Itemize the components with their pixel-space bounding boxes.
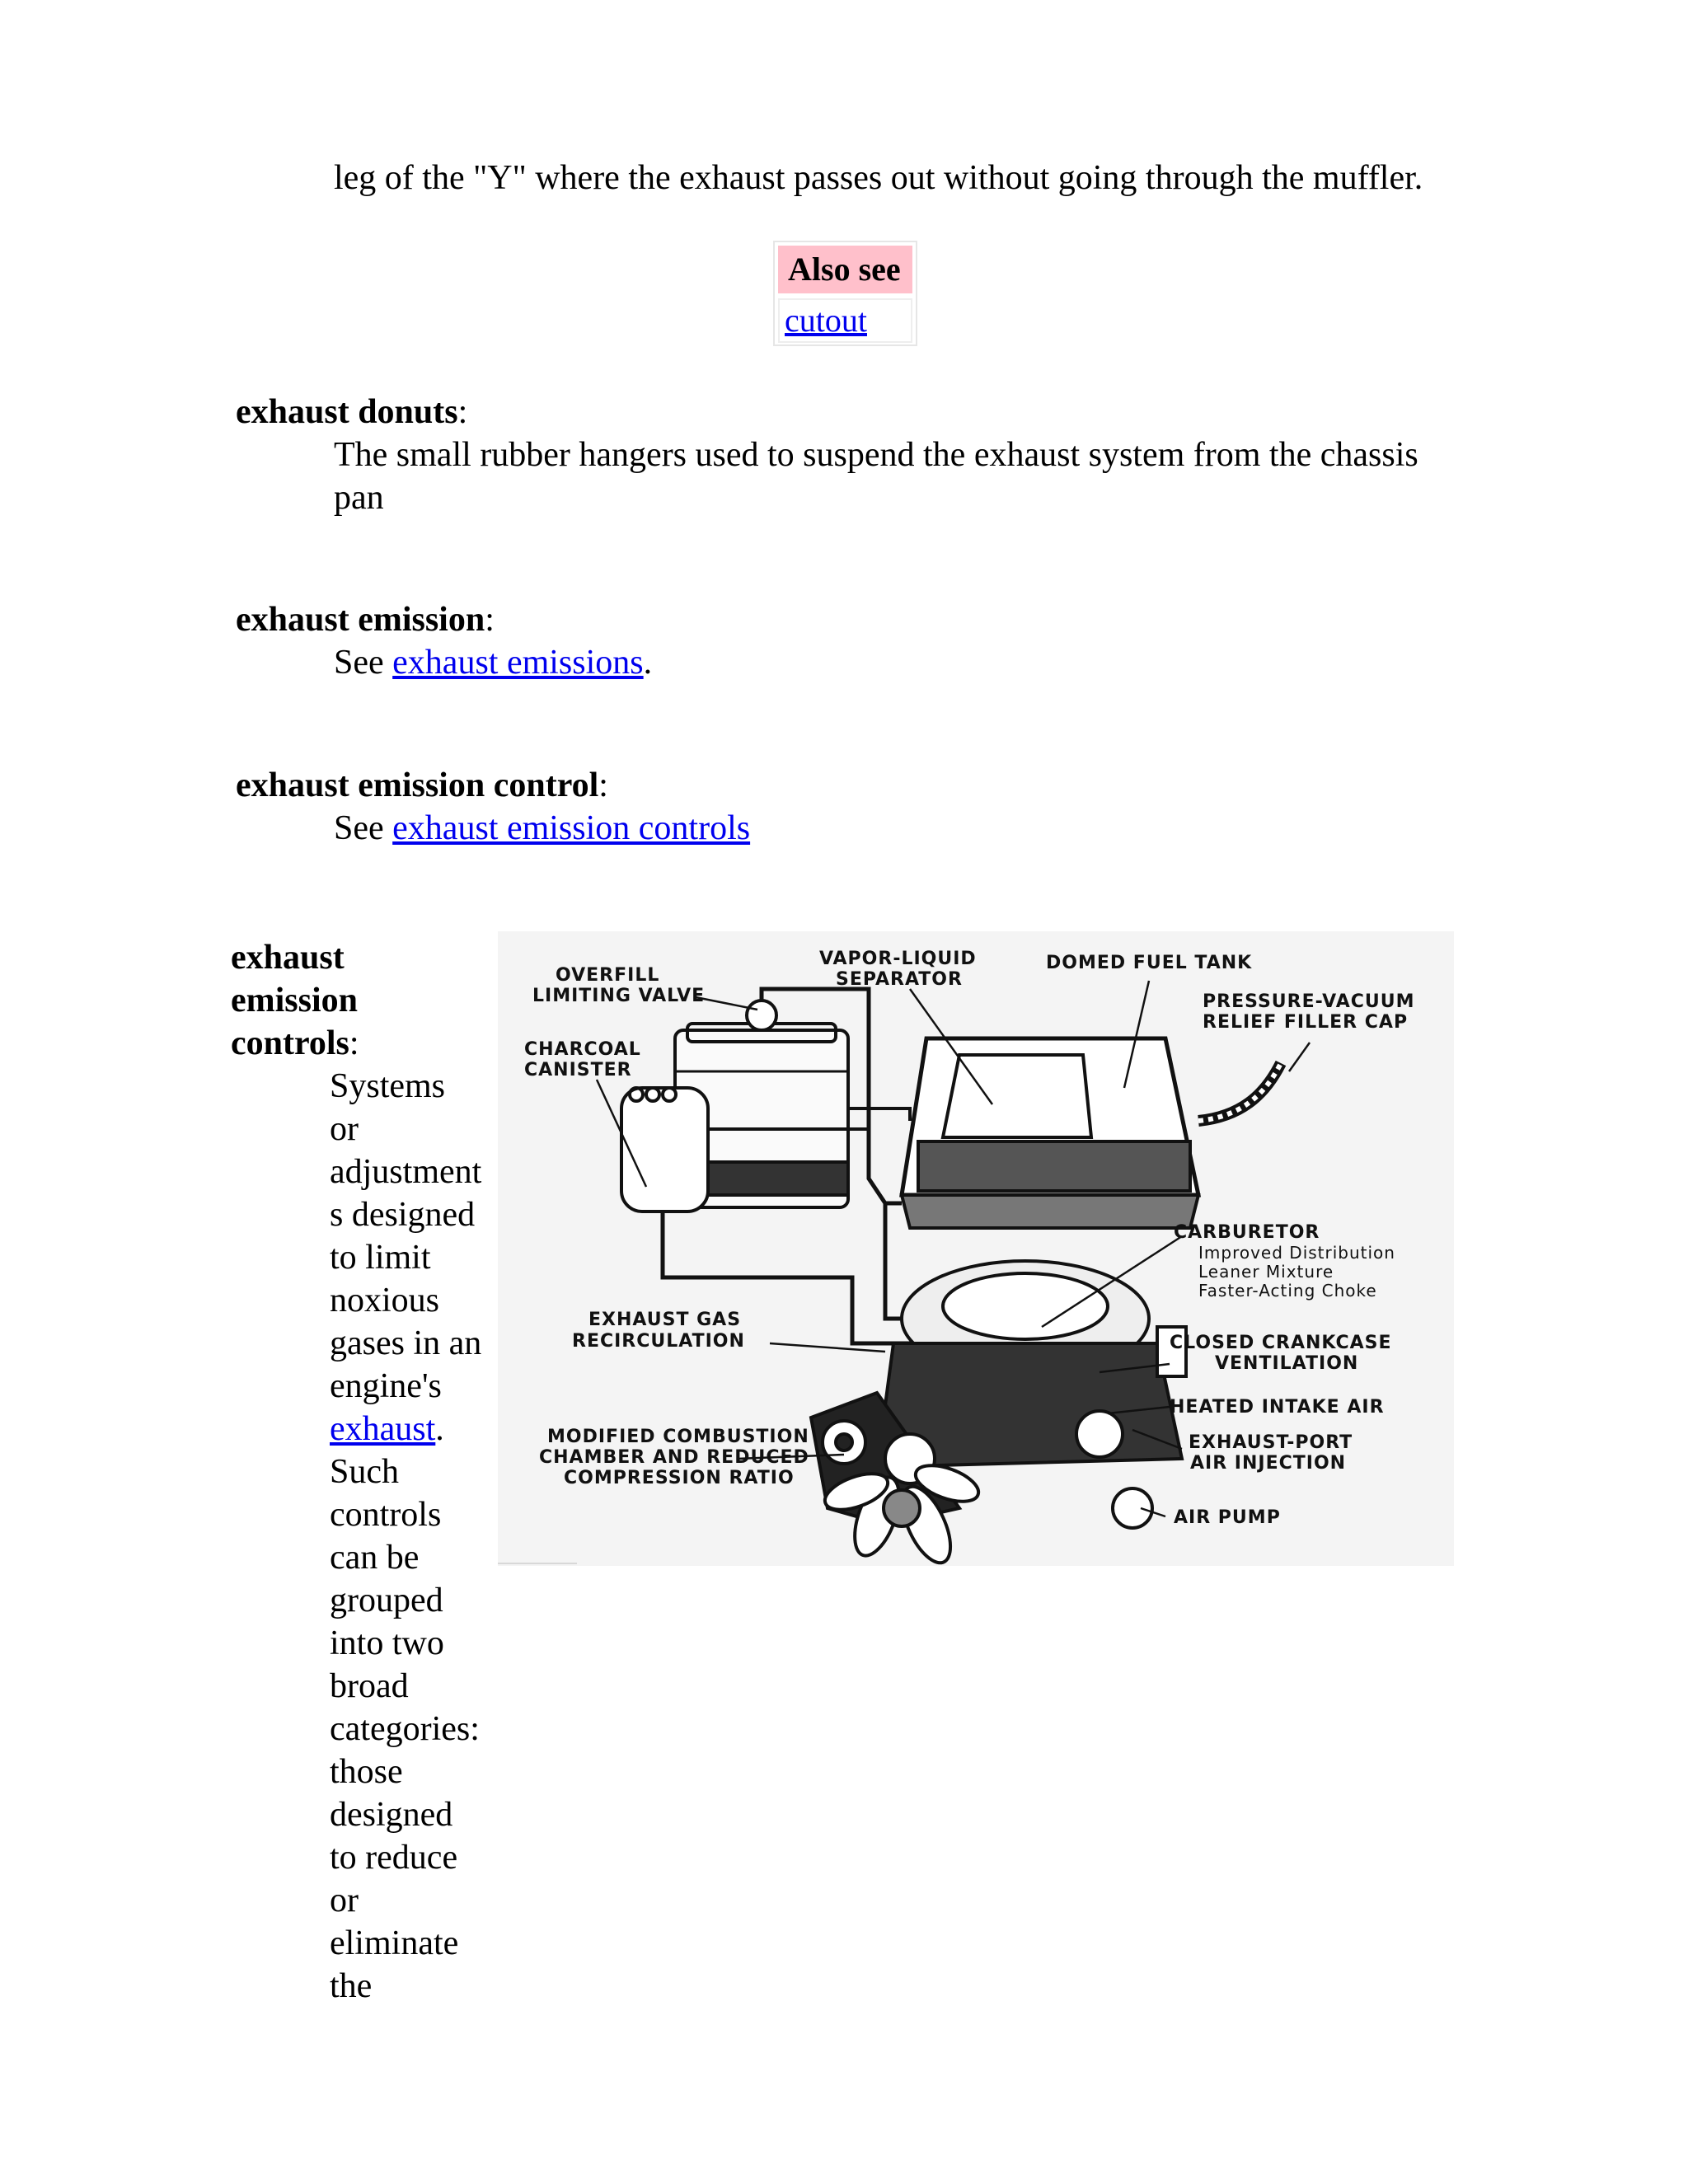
- exhaust-emissions-link[interactable]: exhaust emissions: [392, 644, 644, 682]
- label-vapor-1: VAPOR-LIQUID: [819, 949, 977, 969]
- also-see-header: Also see: [778, 246, 912, 293]
- label-overfill-1: OVERFILL: [556, 965, 660, 986]
- label-overfill-2: LIMITING VALVE: [532, 986, 706, 1006]
- also-see-box: [773, 241, 917, 346]
- definition-exhaust-donuts: The small rubber hangers used to suspend the exhaust system from the chassis pan: [334, 436, 1418, 517]
- label-carb-note-3: Faster-Acting Choke: [1198, 1281, 1377, 1301]
- label-pcv-2: VENTILATION: [1215, 1353, 1359, 1374]
- label-cap-1: PRESSURE-VACUUM: [1203, 991, 1415, 1012]
- label-injection-1: EXHAUST-PORT: [1189, 1432, 1353, 1453]
- label-cap-2: RELIEF FILLER CAP: [1203, 1012, 1409, 1033]
- label-injection-2: AIR INJECTION: [1190, 1453, 1347, 1474]
- definition-exhaust-emission-control: See exhaust emission controls: [334, 809, 751, 847]
- term-exhaust-emission-control: exhaust emission control:: [236, 766, 608, 804]
- definition-exhaust-emission: See exhaust emissions.: [334, 644, 653, 682]
- intro-paragraph: leg of the "Y" where the exhaust passes out without going through the muffler.: [334, 159, 1423, 197]
- label-carb-note-1: Improved Distribution: [1198, 1243, 1395, 1263]
- label-egr-1: EXHAUST GAS: [588, 1310, 742, 1330]
- label-vapor-2: SEPARATOR: [836, 969, 963, 990]
- label-air-pump: AIR PUMP: [1174, 1507, 1281, 1528]
- label-canister-1: CHARCOAL: [524, 1039, 641, 1060]
- exhaust-link[interactable]: exhaust: [330, 1410, 436, 1448]
- label-combustion-3: COMPRESSION RATIO: [564, 1468, 795, 1488]
- label-egr-2: RECIRCULATION: [572, 1331, 745, 1352]
- term-exhaust-donuts: exhaust donuts:: [236, 393, 468, 431]
- label-canister-2: CANISTER: [524, 1060, 632, 1080]
- term-exhaust-emission-controls: exhaust emission controls:: [231, 939, 359, 1062]
- also-see-cell: [778, 298, 912, 343]
- label-heated-intake-air: HEATED INTAKE AIR: [1170, 1397, 1385, 1418]
- diagram-rule: [498, 1563, 577, 1564]
- exhaust-emission-controls-link[interactable]: exhaust emission controls: [392, 809, 751, 847]
- cutout-link[interactable]: cutout: [785, 302, 867, 339]
- engine-drawing: [811, 1261, 1186, 1566]
- label-combustion-1: MODIFIED COMBUSTION: [547, 1427, 809, 1447]
- label-domed-fuel-tank: DOMED FUEL TANK: [1046, 953, 1253, 973]
- label-combustion-2: CHAMBER AND REDUCED: [539, 1447, 809, 1468]
- label-carburetor: CARBURETOR: [1174, 1222, 1320, 1243]
- emission-controls-diagram: [498, 931, 1454, 1566]
- term-exhaust-emission: exhaust emission:: [236, 601, 495, 639]
- label-carb-note-2: Leaner Mixture: [1198, 1262, 1334, 1282]
- definition-exhaust-emission-controls: Systems or adjustment s designed to limit noxious gases in an engine's exhaust. Such controls can be grouped into two broad categories: those designed to reduce or eliminate the: [330, 1067, 482, 2005]
- label-pcv-1: CLOSED CRANKCASE: [1170, 1333, 1392, 1353]
